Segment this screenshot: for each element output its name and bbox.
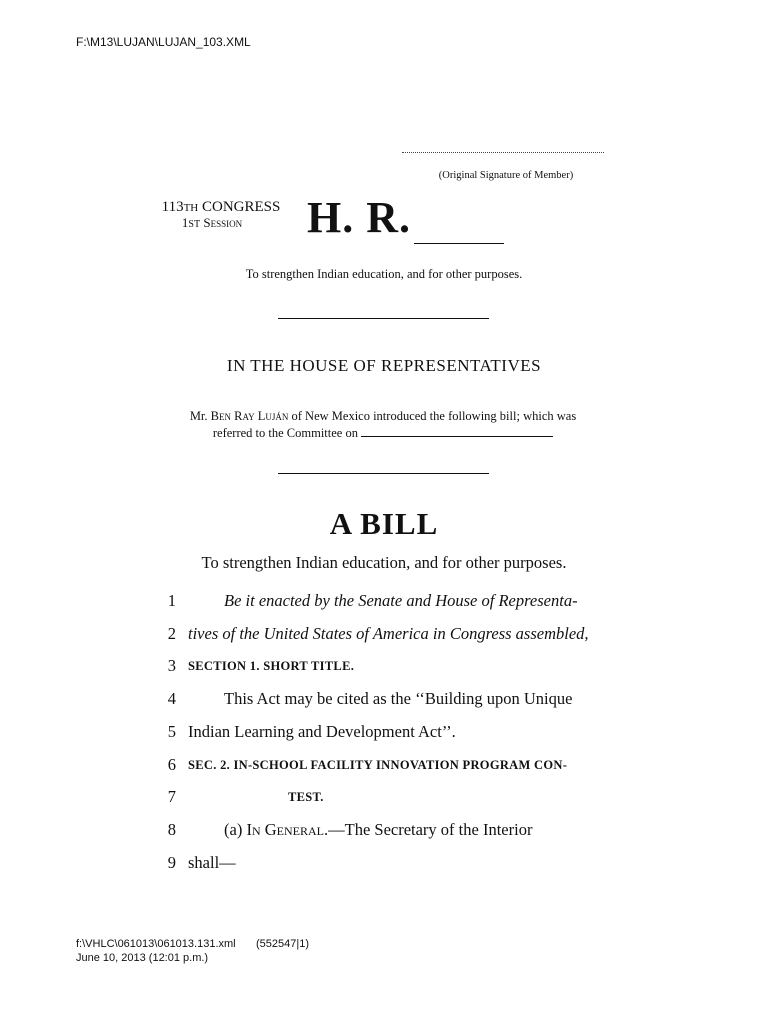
footer-document-id: (552547|1) bbox=[256, 938, 310, 950]
body-text-line: Indian Learning and Development Act’’. bbox=[188, 722, 456, 741]
session-suffix: ST bbox=[188, 219, 201, 230]
footer-date: June 10, 2013 (12:01 p.m.) bbox=[76, 952, 209, 964]
session-word: Session bbox=[203, 215, 243, 230]
line-number: 9 bbox=[167, 853, 176, 872]
enacting-clause-line: tives of the United States of America in Congress assembled, bbox=[188, 624, 589, 643]
congress-suffix: TH bbox=[183, 202, 199, 214]
session-number: 1 bbox=[181, 215, 189, 230]
footer-file-path: f:\VHLC\061013\061013.131.xml bbox=[76, 938, 236, 950]
line-number: 7 bbox=[167, 787, 176, 806]
congress-word: CONGRESS bbox=[202, 199, 281, 215]
section-heading-continued: TEST. bbox=[288, 790, 324, 804]
subsection-text: —The Secretary of the Interior bbox=[328, 820, 533, 839]
committee-blank bbox=[361, 426, 553, 437]
divider-rule bbox=[278, 318, 489, 319]
long-title: To strengthen Indian education, and for other purposes. bbox=[201, 553, 567, 572]
file-path-header: F:\M13\LUJAN\LUJAN_103.XML bbox=[76, 35, 251, 49]
line-number: 5 bbox=[167, 722, 176, 741]
congress-label bbox=[148, 199, 294, 216]
congress-number: 113 bbox=[161, 199, 184, 215]
bill-heading: A BILL bbox=[329, 506, 439, 541]
subsection-line bbox=[224, 820, 610, 840]
body-text-line: This Act may be cited as the ‘‘Building upon Unique bbox=[224, 689, 573, 708]
section-heading: SEC. 2. IN-SCHOOL FACILITY INNOVATION PROGRAM CON- bbox=[188, 758, 568, 772]
house-heading: IN THE HOUSE OF REPRESENTATIVES bbox=[226, 356, 542, 375]
signature-caption: (Original Signature of Member) bbox=[438, 170, 574, 181]
line-number: 6 bbox=[167, 755, 176, 774]
referral-text: referred to the Committee on bbox=[212, 426, 358, 440]
section-heading: SECTION 1. SHORT TITLE. bbox=[188, 659, 355, 673]
introduction-paragraph bbox=[158, 408, 608, 442]
introduction-text: of New Mexico introduced the following bill; which was bbox=[291, 409, 577, 423]
short-purpose: To strengthen Indian education, and for other purposes. bbox=[245, 267, 523, 281]
line-number: 1 bbox=[167, 591, 176, 610]
line-number: 2 bbox=[167, 624, 176, 643]
subsection-heading: In General. bbox=[246, 820, 329, 839]
enacting-clause-line: Be it enacted by the Senate and House of Representa- bbox=[224, 591, 578, 610]
member-name: Ben Ray Luján bbox=[210, 409, 289, 423]
divider-rule bbox=[278, 473, 489, 474]
line-number: 3 bbox=[167, 656, 176, 675]
bill-number-label: H. R. bbox=[307, 193, 411, 242]
line-number: 4 bbox=[167, 689, 176, 708]
signature-line bbox=[402, 152, 604, 153]
body-text-line: shall— bbox=[188, 853, 236, 872]
session-label bbox=[148, 216, 276, 232]
bill-number-blank bbox=[414, 243, 504, 244]
line-number: 8 bbox=[167, 820, 176, 839]
member-title: Mr. bbox=[189, 409, 208, 423]
subsection-marker: (a) bbox=[224, 820, 243, 839]
